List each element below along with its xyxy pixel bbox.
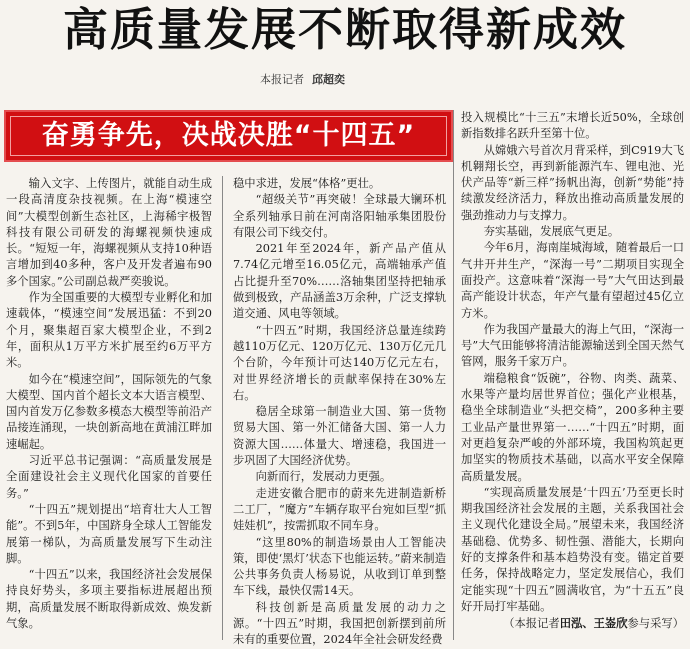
paragraph: 2021年至2024年，新产品产值从7.74亿元增至16.05亿元，高端轴承产值占比提升至70%……洛轴集团坚持把轴承做到极致，产品涵盖3万余种，广泛支撑轨道交通、风电等领域。 xyxy=(233,242,446,321)
paragraph: 端稳粮食“饭碗”，谷物、肉类、蔬菜、水果等产量均居世界首位；强化产业根基，稳坐全球制造业“头把交椅”，200多种主要工业品产量世界第一……“十四五”时期，面对更趋复杂严峻的外部环境，我国构筑起更加坚实的物质技术基础，以高水平安全保障高质量发展。 xyxy=(461,371,684,483)
paragraph: “十四五”时期，我国经济总量连续跨越110万亿元、120万亿元、130万亿元几个台阶，今年预计可达140万亿元左右，对世界经济增长的贡献率保持在30%左右。 xyxy=(233,323,446,402)
paragraph: “这里80%的制造场景由人工智能决策，即使‘黑灯’状态下也能运转。”蔚来制造公共事务负责人杨易说，从收到订单到整车下线，最快仅需14天。 xyxy=(233,535,446,598)
credit-names: 田泓、王崟欣 xyxy=(559,616,628,631)
paragraph: 走进安徽合肥市的蔚来先进制造新桥二工厂，“魔方”车辆存取平台宛如巨型“抓娃娃机”，按需抓取不同车身。 xyxy=(233,486,446,533)
paragraph: 科技创新是高质量发展的动力之源。“十四五”时期，我国把创新摆到前所未有的重要位置，2024年全社会研发经费 xyxy=(233,600,446,647)
paragraph: 稳居全球第一制造业大国、第一货物贸易大国、第一外汇储备大国、第一人力资源大国……体量大、增速稳，我国进一步巩固了大国经济优势。 xyxy=(233,405,446,468)
section-banner-title: 奋勇争先，决战决胜“十四五” xyxy=(10,116,447,156)
headline: 高质量发展不断取得新成效 xyxy=(62,3,627,56)
column-divider xyxy=(222,176,223,640)
paragraph: 向新而行，发展动力更强。 xyxy=(255,470,392,484)
paragraph: 作为全国重要的大模型专业孵化和加速载体，“模速空间”发展迅猛：不到20个月，聚集超百家大模型企业，不到2年，面积从1万平方米扩展至约6万平方米。 xyxy=(6,291,212,370)
paragraph: “超级关节”再突破！全球最大镧环机全系列轴承日前在河南洛阳轴承集团股份有限公司下线交付。 xyxy=(233,193,446,239)
paragraph: 夯实基础，发展底气更足。 xyxy=(483,225,620,239)
paragraph: 投入规模比“十三五”末增长近50%，全球创新指数排名跃升至第十位。 xyxy=(461,111,684,141)
paragraph: 从嫦娥六号首次月背采样，到C919大飞机翱翔长空，再到新能源汽车、锂电池、光伏产品等“新三样”扬帆出海，创新“势能”持续激发经济活力，释放出推动高质量发展的强劲推动力与支撑力。 xyxy=(461,143,684,222)
article-column-2 xyxy=(233,176,446,649)
reporter-credit xyxy=(461,615,684,632)
credit-prefix: （本报记者 xyxy=(503,617,560,631)
paragraph: “十四五”规划提出“培育壮大人工智能”。不到5年，中国跻身全球人工智能发展第一梯队，为高质量发展写下生动注脚。 xyxy=(6,502,212,565)
paragraph: 稳中求进，发展“体格”更壮。 xyxy=(233,177,381,190)
column-divider xyxy=(453,110,454,640)
paragraph: 如今在“模速空间”，国际领先的气象大模型、国内首个超长文本大语言模型、国内首发万亿参数多模态大模型等前沿产品接连涌现，一块创新高地在黄浦江畔加速崛起。 xyxy=(6,372,212,451)
paragraph: 作为我国产量最大的海上气田，“深海一号”大气田能够将清洁能源输送到全国天然气管网，服务千家万户。 xyxy=(461,322,684,369)
credit-suffix: 参与采写） xyxy=(627,617,684,631)
paragraph: “实现高质量发展是‘十四五’乃至更长时期我国经济社会发展的主题，关系我国社会主义现代化建设全局。”展望未来，我国经济基础稳、优势多、韧性强、潜能大，长期向好的支撑条件和基本趋势没有变。锚定首要任务，保持战略定力，坚定发展信心，我们定能实现“十四五”圆满收官，为“十五五”良好开局打牢基础。 xyxy=(461,485,684,613)
byline-label: 本报记者 xyxy=(260,73,304,86)
byline xyxy=(260,72,460,88)
article-column-3 xyxy=(461,110,684,633)
paragraph: 习近平总书记强调：“高质量发展是全面建设社会主义现代化国家的首要任务。” xyxy=(6,454,212,500)
section-banner xyxy=(4,110,453,162)
paragraph: 输入文字、上传图片，就能自动生成一段高清度杂技视频。在上海“模速空间”大模型创新生态社区，上海稀宇极智科技有限公司研发的海螺视频快速成长。“短短一年，海螺视频从支持10种语言增加到40多种，客户及开发者遍布90多个国家。”公司副总裁严奕骏说。 xyxy=(6,177,212,288)
paragraph: 今年6月，海南崖城海域，随着最后一口气井开井生产，“深海一号”二期项目实现全面投产。这意味着“深海一号”大气田达到最高产能设计状态，年产气量有望超过45亿立方米。 xyxy=(461,241,684,320)
article-column-1 xyxy=(6,176,212,632)
byline-author: 邱超奕 xyxy=(312,73,345,86)
paragraph: “十四五”以来，我国经济社会发展保持良好势头，多项主要指标进展超出预期，高质量发展不断取得新成效、焕发新气象。 xyxy=(6,568,212,631)
